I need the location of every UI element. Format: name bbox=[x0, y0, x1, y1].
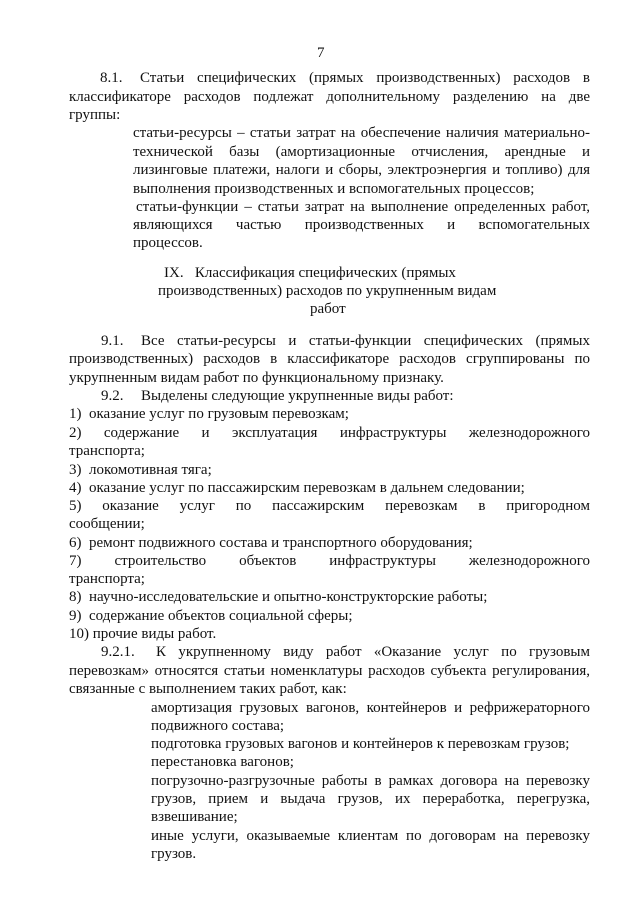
resources-line: статьи-ресурсы – статьи затрат на обеспечение наличия материально- bbox=[133, 125, 590, 141]
list-item: 2) содержание и эксплуатация инфраструктуры железнодорожного bbox=[69, 425, 590, 441]
list-item: 3) локомотивная тяга; bbox=[69, 462, 212, 478]
page-number: 7 bbox=[317, 45, 325, 61]
section-9-2-1-number: 9.2.1. bbox=[101, 644, 135, 660]
chapter-heading: IX. Классификация специфических (прямых bbox=[164, 265, 456, 281]
section-9-2-1-line: связанные с выполнением таких работ, как: bbox=[69, 681, 347, 697]
functions-line: процессов. bbox=[133, 235, 203, 251]
work-item-line: подвижного состава; bbox=[151, 718, 285, 734]
functions-line: статьи-функции – статьи затрат на выполнение определенных работ, bbox=[136, 199, 590, 215]
section-9-2-line: Выделены следующие укрупненные виды работ: bbox=[141, 388, 454, 404]
section-9-1-line: укрупненным видам работ по функциональному признаку. bbox=[69, 370, 444, 386]
list-item: 8) научно-исследовательские и опытно-конструкторские работы; bbox=[69, 589, 488, 605]
work-item-line: грузов. bbox=[151, 846, 197, 862]
section-9-1-line: Все статьи-ресурсы и статьи-функции специфических (прямых bbox=[141, 333, 590, 349]
section-8-1-line: классификаторе расходов подлежат дополнительному разделению на две bbox=[69, 89, 590, 105]
section-9-1-line: производственных) расходов в классификаторе расходов сгруппированы по bbox=[69, 351, 590, 367]
list-item: 4) оказание услуг по пассажирским перевозкам в дальнем следовании; bbox=[69, 480, 525, 496]
resources-line: лизинговые платежи, налоги и сборы, электроэнергия и топливо) для bbox=[133, 162, 590, 178]
work-item-line: иные услуги, оказываемые клиентам по договорам на перевозку bbox=[151, 828, 590, 844]
resources-line: технической базы (амортизационные отчисления, арендные и bbox=[133, 144, 590, 160]
list-item: сообщении; bbox=[69, 516, 145, 532]
section-8-1-line: группы: bbox=[69, 107, 121, 123]
chapter-heading: работ bbox=[310, 301, 346, 317]
chapter-heading: производственных) расходов по укрупненным видам bbox=[158, 283, 497, 299]
section-9-2-number: 9.2. bbox=[101, 388, 124, 404]
section-8-1-line: Статьи специфических (прямых производственных) расходов в bbox=[140, 70, 590, 86]
work-item-line: перестановка вагонов; bbox=[151, 754, 294, 770]
work-item-line: подготовка грузовых вагонов и контейнеров к перевозкам грузов; bbox=[151, 736, 570, 752]
resources-line: выполнения производственных и вспомогательных процессов; bbox=[133, 181, 535, 197]
section-9-2-1-line: К укрупненному виду работ «Оказание услуг по грузовым bbox=[156, 644, 590, 660]
list-item: транспорта; bbox=[69, 571, 145, 587]
list-item: 9) содержание объектов социальной сферы; bbox=[69, 608, 353, 624]
work-item-line: грузов, прием и выдача грузов, их переработка, перегрузка, bbox=[151, 791, 590, 807]
list-item: 7) строительство объектов инфраструктуры железнодорожного bbox=[69, 553, 590, 569]
section-8-1-number: 8.1. bbox=[100, 70, 123, 86]
work-item-line: амортизация грузовых вагонов, контейнеров и рефрижераторного bbox=[151, 700, 590, 716]
section-9-1-number: 9.1. bbox=[101, 333, 124, 349]
work-item-line: взвешивание; bbox=[151, 809, 238, 825]
list-item: 6) ремонт подвижного состава и транспортного оборудования; bbox=[69, 535, 473, 551]
list-item: 1) оказание услуг по грузовым перевозкам; bbox=[69, 406, 349, 422]
list-item: 10) прочие виды работ. bbox=[69, 626, 217, 642]
section-9-2-1-line: перевозкам» относятся статьи номенклатуры расходов субъекта регулирования, bbox=[69, 663, 590, 679]
list-item: 5) оказание услуг по пассажирским перевозкам в пригородном bbox=[69, 498, 590, 514]
work-item-line: погрузочно-разгрузочные работы в рамках договора на перевозку bbox=[151, 773, 590, 789]
functions-line: являющихся частью производственных и вспомогательных bbox=[133, 217, 590, 233]
list-item: транспорта; bbox=[69, 443, 145, 459]
